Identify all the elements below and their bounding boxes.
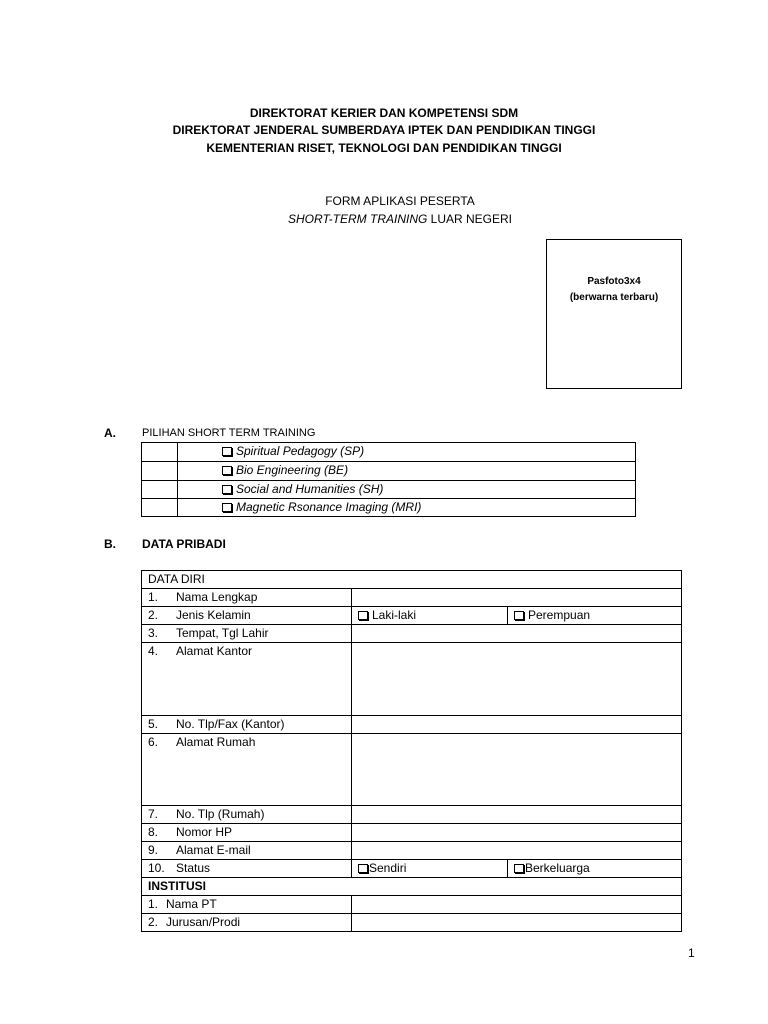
table-row: 8. Nomor HP [142, 824, 682, 842]
table-row: 1. Nama PT [142, 896, 682, 914]
option-laki-laki[interactable]: Laki-laki [352, 607, 508, 625]
nomor-hp-field[interactable] [352, 824, 682, 842]
training-options-table [141, 442, 636, 517]
tlp-rumah-field[interactable] [352, 806, 682, 824]
section-a-letter: A. [104, 426, 116, 440]
field-label: Status [176, 861, 211, 875]
training-option-label: Magnetic Rsonance Imaging (MRI) [236, 500, 422, 514]
option-berkeluarga[interactable]: Berkeluarga [508, 860, 682, 878]
table-row: 2. Jurusan/Prodi [142, 914, 682, 932]
field-label: Nama PT [166, 897, 217, 911]
form-subtitle [0, 212, 768, 226]
table-row: 6. Alamat Rumah [142, 734, 682, 806]
field-label: Nomor HP [176, 825, 233, 839]
header-line-2: DIREKTORAT JENDERAL SUMBERDAYA IPTEK DAN PENDIDIKAN TINGGI [172, 123, 596, 137]
tlp-kantor-field[interactable] [352, 716, 682, 734]
table-row: 4. Alamat Kantor [142, 643, 682, 716]
training-option-row[interactable] [142, 462, 636, 481]
checkbox-icon[interactable] [222, 485, 232, 494]
field-label: Jenis Kelamin [176, 608, 251, 622]
training-option-label: Bio Engineering (BE) [236, 463, 349, 477]
form-subtitle-italic: SHORT-TERM TRAINING [287, 212, 428, 226]
training-option-row[interactable] [142, 499, 636, 517]
nama-pt-field[interactable] [352, 896, 682, 914]
checkbox-icon[interactable] [222, 503, 232, 512]
table-row: 10. Status Sendiri Berkeluarga [142, 860, 682, 878]
section-a-title: PILIHAN SHORT TERM TRAINING [142, 427, 316, 439]
table-row: 7. No. Tlp (Rumah) [142, 806, 682, 824]
section-b-title: DATA PRIBADI [142, 537, 226, 551]
nama-lengkap-field[interactable] [352, 589, 682, 607]
photo-box[interactable] [546, 239, 682, 389]
alamat-kantor-field[interactable] [352, 643, 682, 716]
option-sendiri[interactable]: Sendiri [352, 860, 508, 878]
training-option-row[interactable] [142, 481, 636, 499]
checkbox-icon[interactable] [514, 611, 524, 620]
checkbox-icon[interactable] [358, 864, 368, 873]
form-title: FORM APLIKASI PESERTA [325, 194, 475, 208]
page-number: 1 [688, 946, 695, 960]
field-label: Tempat, Tgl Lahir [176, 626, 269, 640]
checkbox-icon[interactable] [514, 864, 524, 873]
table-row: 9. Alamat E-mail [142, 842, 682, 860]
table-row: 2. Jenis Kelamin Laki-laki Perempuan [142, 607, 682, 625]
jurusan-prodi-field[interactable] [352, 914, 682, 932]
data-diri-header: DATA DIRI [142, 571, 682, 589]
alamat-rumah-field[interactable] [352, 734, 682, 806]
institusi-header: INSTITUSI [142, 878, 682, 896]
option-perempuan[interactable]: Perempuan [508, 607, 682, 625]
table-row: 3. Tempat, Tgl Lahir [142, 625, 682, 643]
field-label: No. Tlp/Fax (Kantor) [176, 717, 285, 731]
field-label: Alamat Kantor [176, 644, 253, 658]
field-label: Alamat Rumah [176, 735, 256, 749]
checkbox-icon[interactable] [358, 611, 368, 620]
field-label: Jurusan/Prodi [166, 915, 241, 929]
checkbox-icon[interactable] [222, 447, 232, 456]
personal-data-table [141, 570, 682, 932]
training-option-label: Social and Humanities (SH) [236, 482, 384, 496]
section-b-letter: B. [104, 537, 116, 551]
training-option-label: Spiritual Pedagogy (SP) [236, 444, 365, 458]
header-line-1: DIREKTORAT KERIER DAN KOMPETENSI SDM [249, 106, 519, 120]
checkbox-icon[interactable] [222, 466, 232, 475]
table-row: 5. No. Tlp/Fax (Kantor) [142, 716, 682, 734]
table-row: 1. Nama Lengkap [142, 589, 682, 607]
photo-label: Pasfoto3x4 [587, 276, 641, 287]
header-line-3: KEMENTERIAN RISET, TEKNOLOGI DAN PENDIDIKAN TINGGI [206, 141, 562, 155]
field-label: Alamat E-mail [176, 843, 251, 857]
training-option-row[interactable] [142, 443, 636, 462]
photo-note: (berwarna terbaru) [569, 292, 659, 303]
field-label: Nama Lengkap [176, 590, 258, 604]
field-label: No. Tlp (Rumah) [176, 807, 265, 821]
form-subtitle-rest: LUAR NEGERI [427, 212, 513, 226]
email-field[interactable] [352, 842, 682, 860]
tempat-tgl-lahir-field[interactable] [352, 625, 682, 643]
